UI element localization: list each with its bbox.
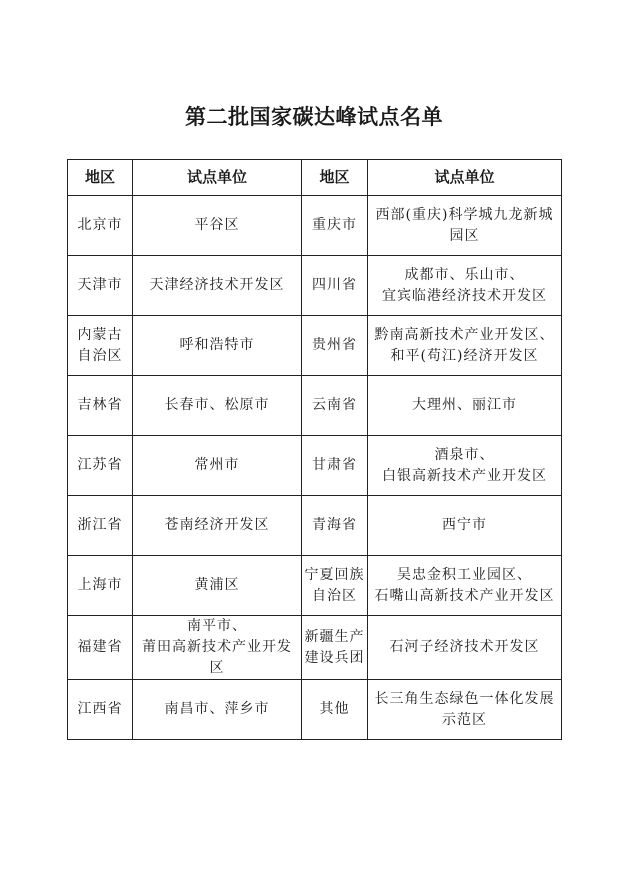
cell-line: 浙江省 — [77, 517, 123, 533]
units-cell — [368, 256, 562, 316]
cell-line: 上海市 — [77, 577, 123, 593]
units-cell — [133, 196, 302, 256]
cell-line: 内蒙古 — [77, 326, 123, 343]
units-cell — [368, 436, 562, 496]
cell-line: 南平市、 — [187, 618, 247, 634]
cell-line: 天津经济技术开发区 — [149, 277, 285, 293]
table-row — [68, 316, 562, 376]
cell-line: 长三角生态绿色一体化发展示范区 — [374, 690, 555, 728]
header-units-left: 试点单位 — [133, 160, 302, 196]
units-cell — [368, 316, 562, 376]
cell-line: 石河子经济技术开发区 — [389, 639, 540, 655]
table-row — [68, 496, 562, 556]
cell-line: 北京市 — [77, 217, 123, 233]
region-cell — [68, 376, 133, 436]
cell-line: 酒泉市、 — [434, 446, 495, 463]
cell-line: 青海省 — [312, 517, 357, 533]
cell-line: 黔南高新技术产业开发区、 — [374, 326, 555, 343]
cell-line: 江苏省 — [77, 457, 123, 473]
units-cell — [368, 556, 562, 616]
cell-line: 南昌市、萍乡市 — [164, 701, 270, 717]
table-row — [68, 196, 562, 256]
units-cell — [133, 556, 302, 616]
region-cell — [302, 616, 368, 680]
cell-line: 莆田高新技术产业开发区 — [142, 639, 292, 676]
cell-line: 和平(苟江)经济开发区 — [390, 347, 539, 364]
region-cell — [68, 196, 133, 256]
header-region-right: 地区 — [302, 160, 368, 196]
region-cell — [302, 556, 368, 616]
cell-line: 吉林省 — [77, 397, 123, 413]
cell-line: 自治区 — [77, 347, 123, 364]
table-row — [68, 680, 562, 740]
cell-line: 西部(重庆)科学城九龙新城园区 — [375, 206, 554, 244]
pilot-list-table — [67, 159, 562, 740]
region-cell — [68, 256, 133, 316]
document-title: 第二批国家碳达峰试点名单 — [185, 105, 443, 129]
table-row — [68, 556, 562, 616]
cell-line: 甘肃省 — [312, 457, 357, 473]
table-body — [68, 196, 562, 740]
cell-line: 常州市 — [194, 457, 240, 473]
cell-line: 呼和浩特市 — [179, 337, 255, 353]
table-row — [68, 616, 562, 680]
cell-line: 白银高新技术产业开发区 — [382, 467, 547, 484]
cell-line: 天津市 — [77, 277, 123, 293]
table-row — [68, 256, 562, 316]
region-cell — [68, 680, 133, 740]
region-cell — [302, 316, 368, 376]
region-cell — [68, 316, 133, 376]
cell-line: 宜宾临港经济技术开发区 — [382, 287, 547, 304]
region-cell — [302, 196, 368, 256]
region-cell — [68, 436, 133, 496]
units-cell — [133, 376, 302, 436]
cell-line: 大理州、丽江市 — [412, 397, 517, 413]
units-cell — [133, 436, 302, 496]
units-cell — [368, 376, 562, 436]
units-cell — [368, 680, 562, 740]
units-cell — [368, 196, 562, 256]
region-cell — [302, 496, 368, 556]
region-cell — [68, 616, 133, 680]
cell-line: 苍南经济开发区 — [164, 517, 270, 533]
cell-line: 成都市、乐山市、 — [404, 266, 525, 283]
cell-line: 云南省 — [312, 397, 357, 413]
cell-line: 其他 — [319, 701, 350, 717]
cell-line: 西宁市 — [442, 517, 487, 533]
cell-line: 福建省 — [77, 639, 123, 655]
units-cell — [368, 616, 562, 680]
cell-line: 四川省 — [312, 277, 357, 293]
cell-line: 新疆生产 — [304, 628, 365, 645]
cell-line: 长春市、松原市 — [164, 397, 270, 413]
region-cell — [68, 496, 133, 556]
units-cell — [133, 316, 302, 376]
region-cell — [302, 256, 368, 316]
cell-line: 建设兵团 — [304, 649, 365, 666]
table-header-row — [68, 160, 562, 196]
header-units-right: 试点单位 — [368, 160, 562, 196]
cell-line: 吴忠金积工业园区、 — [397, 566, 532, 583]
region-cell — [68, 556, 133, 616]
units-cell — [133, 616, 302, 680]
units-cell — [368, 496, 562, 556]
table-row — [68, 376, 562, 436]
units-cell — [133, 680, 302, 740]
region-cell — [302, 680, 368, 740]
header-region-left: 地区 — [68, 160, 133, 196]
cell-line: 江西省 — [77, 701, 123, 717]
cell-line: 宁夏回族 — [304, 566, 365, 583]
cell-line: 石嘴山高新技术产业开发区 — [374, 587, 555, 604]
cell-line: 自治区 — [312, 587, 357, 604]
cell-line: 黄浦区 — [194, 577, 240, 593]
cell-line: 贵州省 — [312, 337, 357, 353]
cell-line: 重庆市 — [312, 217, 357, 233]
units-cell — [133, 256, 302, 316]
cell-line: 平谷区 — [194, 217, 240, 233]
region-cell — [302, 436, 368, 496]
region-cell — [302, 376, 368, 436]
units-cell — [133, 496, 302, 556]
table-row — [68, 436, 562, 496]
